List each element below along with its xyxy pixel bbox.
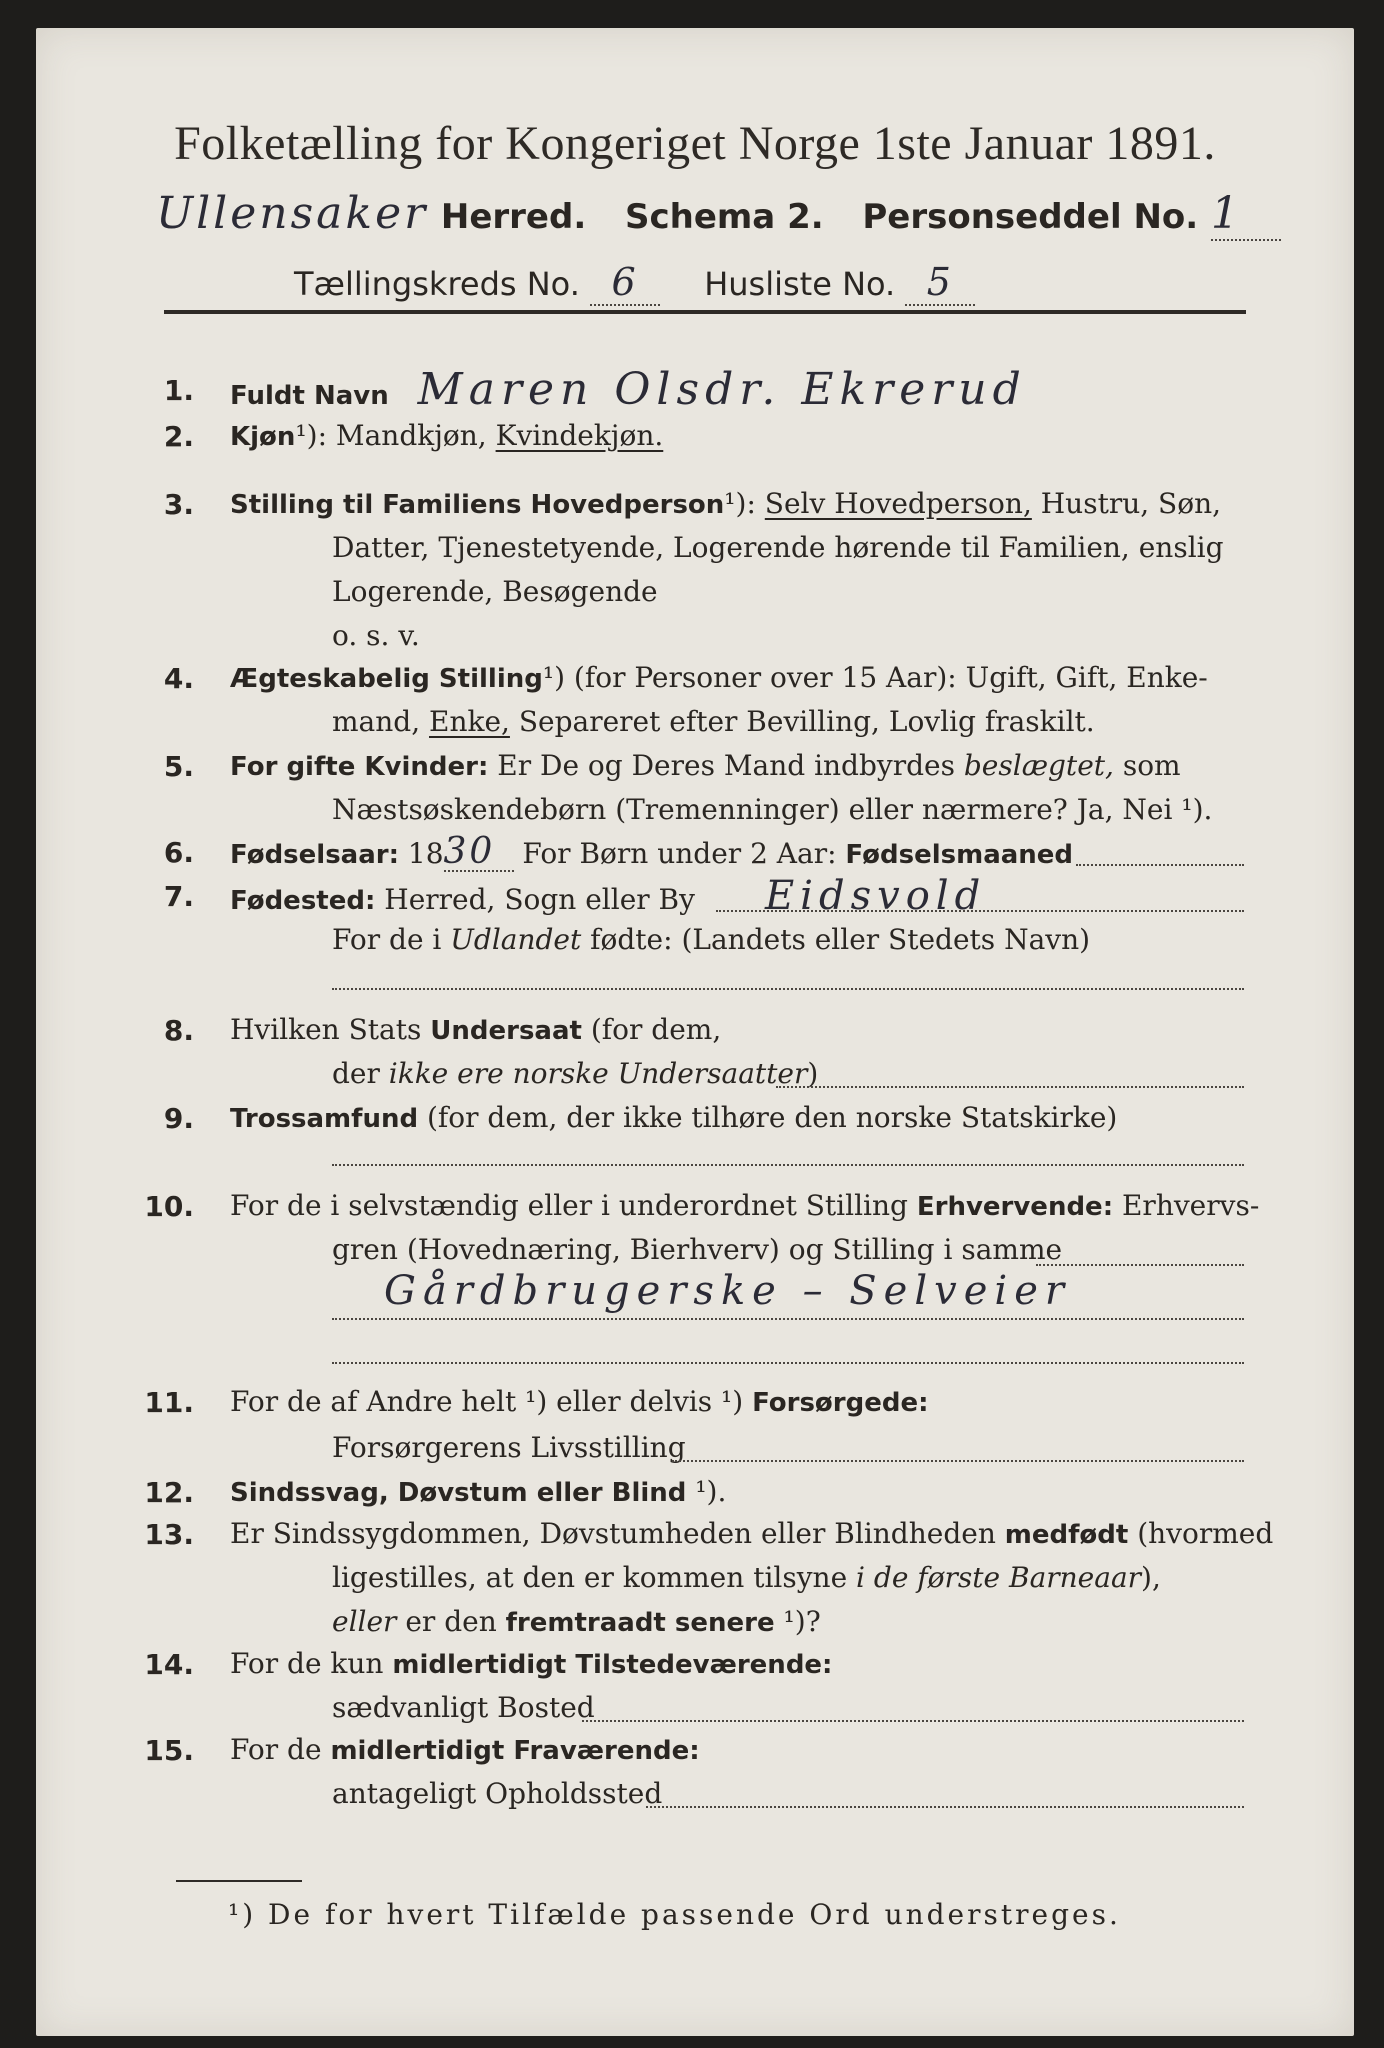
q6-answer: 30 (444, 834, 514, 872)
q7-line2 (332, 922, 1090, 958)
q15-number: 15. (144, 1734, 194, 1767)
q13-line3-bold: fremtraadt senere (505, 1608, 775, 1638)
q4-label: Ægteskabelig Stilling (230, 664, 543, 694)
husliste-label: Husliste No. (704, 265, 896, 303)
q10-line2-fill (1036, 1264, 1244, 1266)
q4-number: 4. (163, 662, 194, 695)
q5-row (230, 748, 1181, 785)
q6-number: 6. (163, 836, 194, 869)
q15-line2: antageligt Opholdssted (332, 1777, 663, 1810)
q2-label: Kjøn (230, 422, 296, 452)
q5-text-b: som (1113, 749, 1181, 782)
q7-fill-line (716, 910, 1244, 912)
q3-text-a: ): (735, 487, 765, 520)
q10-answer-fill-line (332, 1318, 1244, 1320)
husliste-value: 5 (905, 260, 975, 306)
q9-row (230, 1100, 1117, 1137)
q14-text: For de kun (230, 1647, 393, 1680)
kreds-label: Tællingskreds No. (294, 265, 580, 303)
q14-label: midlertidigt Tilstedeværende: (392, 1650, 833, 1680)
q4-row (230, 660, 1208, 697)
q15-label: midlertidigt Fraværende: (330, 1736, 700, 1766)
q6-label: Fødselsaar: (230, 840, 399, 870)
footnote: ¹) De for hvert Tilfælde passende Ord understreges. (228, 1898, 1121, 1931)
q3-label: Stilling til Familiens Hovedperson (230, 490, 725, 520)
q13-line3 (332, 1604, 821, 1641)
q13-line3-a: er den (396, 1605, 506, 1638)
q7-label: Fødested: (230, 886, 376, 916)
q15-text: For de (230, 1733, 331, 1766)
q1-number: 1. (163, 374, 194, 407)
q10-text-a: For de i selvstændig eller i underordnet Stilling (230, 1189, 917, 1222)
q13-row (230, 1516, 1273, 1553)
q2-text: ): Mandkjøn, (306, 419, 496, 452)
q2-row (230, 418, 663, 455)
q10-text-b: Erhvervs- (1113, 1189, 1260, 1222)
q8-fill-line (776, 1086, 1244, 1088)
footnote-divider (176, 1880, 302, 1882)
form-title: Folketælling for Kongeriget Norge 1ste Januar 1891. (174, 117, 1216, 170)
q3-line3: Logerende, Besøgende (332, 575, 658, 608)
q3-row (230, 486, 1221, 523)
schema-label: Schema 2. (624, 197, 824, 237)
q7-number: 7. (163, 880, 194, 913)
q6-prefix: 18 (399, 837, 444, 870)
q8-line2-b: ) (807, 1057, 819, 1090)
q11-row (230, 1384, 929, 1421)
q9-label: Trossamfund (230, 1104, 419, 1134)
q3-underlined-option: Selv Hovedperson, (764, 487, 1032, 520)
q11-line2: Forsørgerens Livsstilling (332, 1431, 686, 1464)
q13-line3-italic: eller (332, 1605, 397, 1638)
herred-label: Herred. (440, 197, 587, 237)
q9-number: 9. (163, 1102, 194, 1135)
q5-line2: Næstsøskendebørn (Tremenninger) eller nærmere? Ja, Nei ¹). (332, 793, 1213, 826)
q6-row (230, 831, 1074, 873)
q4-line2-b: Separeret efter Bevilling, Lovlig fraskilt. (509, 705, 1095, 738)
q1-answer: Maren Olsdr. Ekrerud (417, 364, 1027, 415)
q7-abroad-fill-line (332, 988, 1244, 990)
census-form-page (36, 28, 1354, 2036)
q6-fill-line (1076, 864, 1244, 866)
q10-answer: Gårdbrugerske – Selveier (384, 1268, 1072, 1314)
q13-label: medfødt (1004, 1520, 1129, 1550)
q14-line2: sædvanligt Bosted (332, 1691, 595, 1724)
q6-text: For Børn under 2 Aar: (513, 837, 846, 870)
q13-line2-b: ), (1141, 1561, 1161, 1594)
q10-extra-fill-line (332, 1362, 1244, 1364)
q8-label: Undersaat (430, 1016, 582, 1046)
q13-italic: i de første Barneaar (856, 1561, 1142, 1594)
q2-number: 2. (163, 420, 194, 453)
q10-row (230, 1188, 1259, 1225)
q7-italic: Udlandet (450, 923, 582, 956)
q12-label: Sindssvag, Døvstum eller Blind (230, 1478, 687, 1508)
q3-line2: Datter, Tjenestetyende, Logerende hørende til Familien, enslig (332, 531, 1224, 564)
q2-underlined-option: Kvindekjøn. (495, 419, 664, 452)
q10-line2: gren (Hovednæring, Bierhverv) og Stilling i samme (332, 1233, 1063, 1266)
q8-row (230, 1012, 721, 1049)
q14-fill-line (582, 1720, 1244, 1722)
q13-line3-b: ¹)? (774, 1605, 821, 1638)
kreds-value: 6 (590, 260, 660, 306)
q6-label2: Fødselsmaaned (845, 840, 1074, 870)
q11-fill-line (672, 1460, 1244, 1462)
q1-row (230, 364, 1027, 415)
personseddel-label: Personseddel No. (862, 197, 1199, 237)
q7-row (230, 873, 987, 919)
q15-fill-line (646, 1806, 1244, 1808)
q10-label: Erhvervende: (916, 1192, 1114, 1222)
header-divider (164, 310, 1246, 314)
q12-number: 12. (144, 1476, 194, 1509)
q10-number: 10. (144, 1190, 194, 1223)
q13-line2-a: ligestilles, at den er kommen tilsyne (332, 1561, 857, 1594)
q13-number: 13. (144, 1518, 194, 1551)
q3-sup: ¹ (724, 487, 736, 520)
q9-fill-line (332, 1164, 1244, 1166)
q1-label: Fuldt Navn (230, 381, 389, 411)
q2-sup: ¹ (295, 419, 307, 452)
q11-number: 11. (144, 1386, 194, 1419)
q10-answer-row (384, 1268, 1071, 1314)
q5-label: For gifte Kvinder: (230, 752, 489, 782)
personseddel-value: 1 (1211, 188, 1281, 241)
q3-line4: o. s. v. (332, 619, 420, 652)
q7-line2-b: fødte: (Landets eller Stedets Navn) (581, 923, 1091, 956)
q3-number: 3. (163, 488, 194, 521)
herred-row (156, 188, 1281, 241)
q15-row (230, 1732, 700, 1769)
q8-italic: ikke ere norske Undersaatter (388, 1057, 808, 1090)
kreds-row (294, 260, 975, 306)
q7-answer: Eidsvold (764, 873, 987, 919)
herred-handwritten: Ullensaker (156, 188, 429, 239)
q13-text-b: (hvormed (1128, 1517, 1274, 1550)
q8-text-a: Hvilken Stats (230, 1013, 431, 1046)
q4-line2 (332, 704, 1095, 740)
q14-number: 14. (144, 1648, 194, 1681)
q13-text-a: Er Sindssygdommen, Døvstumheden eller Blindheden (230, 1517, 1005, 1550)
q13-line2 (332, 1560, 1161, 1596)
q3-text-b: Hustru, Søn, (1031, 487, 1222, 520)
q8-line2-a: der (332, 1057, 389, 1090)
q7-line2-a: For de i (332, 923, 451, 956)
q4-sup: ¹ (542, 661, 555, 694)
q4-text-a: ) (for Personer over 15 Aar): Ugift, Gift, Enke- (554, 661, 1208, 694)
q9-text: (for dem, der ikke tilhøre den norske Statskirke) (418, 1101, 1118, 1134)
q12-text: ¹). (686, 1475, 727, 1508)
q7-text: Herred, Sogn eller By (375, 883, 695, 916)
q8-line2 (332, 1056, 818, 1092)
q4-line2-a: mand, (332, 705, 430, 738)
q14-row (230, 1646, 832, 1683)
q11-label: Forsørgede: (752, 1388, 929, 1418)
q11-text: For de af Andre helt ¹) eller delvis ¹) (230, 1385, 753, 1418)
q8-text-b: (for dem, (581, 1013, 722, 1046)
q5-italic: beslægtet, (963, 749, 1114, 782)
q8-number: 8. (163, 1014, 194, 1047)
q5-number: 5. (163, 750, 194, 783)
q12-row (230, 1474, 726, 1511)
q4-underlined-option: Enke, (429, 705, 510, 738)
q5-text-a: Er De og Deres Mand indbyrdes (488, 749, 964, 782)
